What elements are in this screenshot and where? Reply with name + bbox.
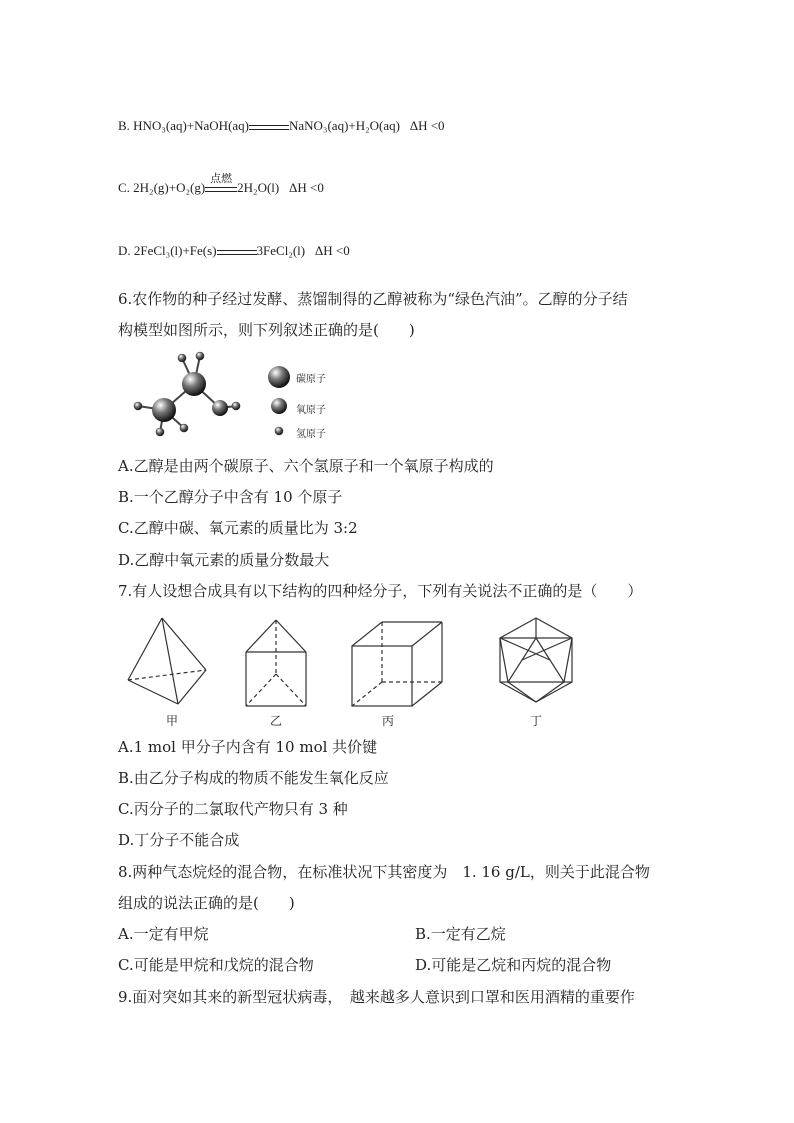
q6-option-a: A.乙醇是由两个碳原子、六个氢原子和一个氧原子构成的 — [118, 457, 494, 475]
q6-option-b: B.一个乙醇分子中含有 10 个原子 — [118, 488, 343, 506]
cube-icon — [352, 622, 442, 706]
q8-option-c: C.可能是甲烷和戊烷的混合物 — [118, 956, 314, 974]
equation-d — [118, 243, 350, 259]
q6-stem-line1: 6.农作物的种子经过发酵、蒸馏制得的乙醇被称为“绿色汽油”。乙醇的分子结 — [118, 290, 628, 308]
legend-hydrogen-icon — [275, 427, 283, 435]
triangular-prism-icon — [246, 620, 306, 706]
equals-sign-icon — [217, 247, 257, 257]
equation-b-enthalpy: ΔH <0 — [409, 118, 445, 133]
equation-c-condition: 点燃 — [210, 172, 233, 186]
icosahedron-icon — [500, 618, 572, 702]
equation-c-label: C. — [118, 180, 130, 195]
q7-option-c: C.丙分子的二氯取代产物只有 3 种 — [118, 800, 348, 818]
legend-hydrogen-label: 氢原子 — [296, 429, 326, 440]
equation-c-lhs: 2H₂(g)+O₂(g) — [133, 180, 206, 195]
q6-option-c: C.乙醇中碳、氧元素的质量比为 3:2 — [118, 519, 358, 537]
carbon-atom-icon — [182, 372, 206, 396]
equation-d-enthalpy: ΔH <0 — [314, 243, 350, 258]
hydrocarbon-structures-figure — [124, 614, 594, 714]
equation-c-enthalpy: ΔH <0 — [289, 180, 324, 195]
q9-stem-line1: 9.面对突如其来的新型冠状病毒， 越来越多人意识到口罩和医用酒精的重要作 — [118, 988, 635, 1006]
hydrogen-atom-icon — [134, 352, 240, 436]
q7-option-b: B.由乙分子构成的物质不能发生氧化反应 — [118, 769, 389, 787]
q6-option-d: D.乙醇中氧元素的质量分数最大 — [118, 551, 330, 569]
equation-c — [118, 172, 324, 196]
equation-d-label: D. — [118, 243, 131, 258]
carbon-atom-icon — [152, 398, 176, 422]
legend-oxygen-label: 氧原子 — [296, 405, 326, 416]
q6-stem-line2: 构模型如图所示，则下列叙述正确的是( ) — [118, 321, 415, 339]
equation-b-label: B. — [118, 118, 130, 133]
legend-oxygen-icon — [271, 398, 287, 414]
caption-yi: 乙 — [270, 714, 283, 728]
q7-stem: 7.有人设想合成具有以下结构的四种烃分子，下列有关说法不正确的是（ ） — [118, 582, 643, 600]
equation-d-lhs: 2FeCl₃(l)+Fe(s) — [133, 243, 217, 258]
legend-carbon-label: 碳原子 — [296, 374, 326, 385]
equals-sign-icon — [249, 122, 289, 132]
q7-option-a: A.1 mol 甲分子内含有 10 mol 共价键 — [118, 738, 378, 756]
equals-sign-icon — [205, 172, 237, 194]
caption-jia: 甲 — [166, 714, 179, 728]
q8-option-b: B.一定有乙烷 — [415, 925, 506, 943]
q8-option-d: D.可能是乙烷和丙烷的混合物 — [415, 956, 612, 974]
tetrahedron-icon — [128, 618, 206, 704]
oxygen-atom-icon — [212, 400, 228, 416]
equation-d-rhs: 3FeCl₂(l) — [256, 243, 306, 258]
q8-stem-line1: 8.两种气态烷烃的混合物，在标准状况下其密度为 1. 16 g/L，则关于此混合物 — [118, 863, 650, 881]
equation-c-rhs: 2H₂O(l) — [237, 180, 280, 195]
q7-option-d: D.丁分子不能合成 — [118, 831, 240, 849]
q8-stem-line2: 组成的说法正确的是( ) — [118, 894, 295, 912]
equation-b — [118, 118, 445, 134]
caption-bing: 丙 — [382, 714, 395, 728]
q8-option-a: A.一定有甲烷 — [118, 925, 209, 943]
legend-carbon-icon — [268, 366, 290, 388]
equation-b-lhs: HNO₃(aq)+NaOH(aq) — [133, 118, 249, 133]
caption-ding: 丁 — [530, 714, 543, 728]
equation-b-rhs: NaNO₃(aq)+H₂O(aq) — [289, 118, 400, 133]
